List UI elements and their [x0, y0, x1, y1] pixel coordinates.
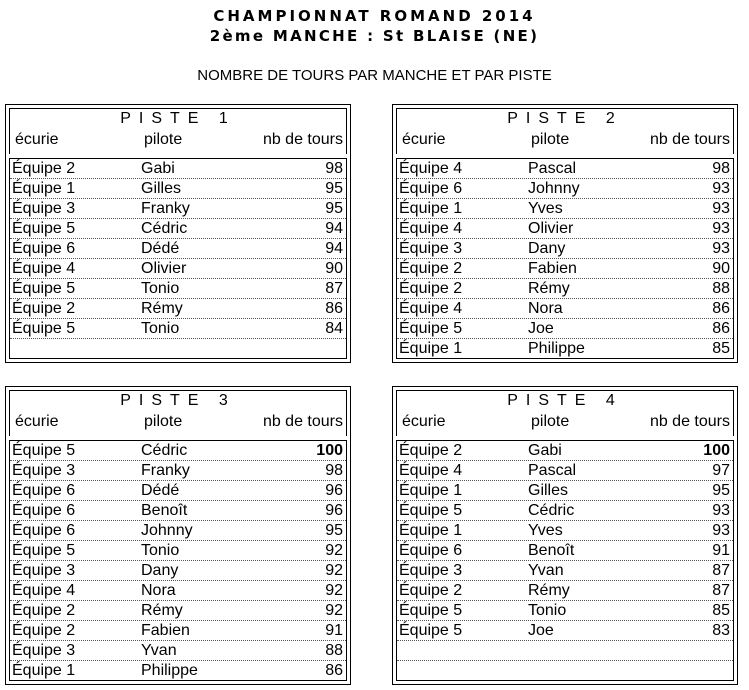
cell-tours: 85 [712, 602, 730, 619]
cell-pilote: Dédé [141, 482, 180, 499]
cell-tours: 86 [325, 662, 343, 679]
cell-tours: 87 [712, 562, 730, 579]
cell-tours: 91 [325, 622, 343, 639]
page-description: NOMBRE DE TOURS PAR MANCHE ET PAR PISTE [197, 67, 552, 84]
table-row [397, 219, 733, 239]
piste-title: PISTE 3 [120, 392, 236, 409]
column-header-tours: nb de tours [649, 413, 730, 430]
cell-tours: 96 [325, 482, 343, 499]
cell-pilote: Gabi [528, 442, 562, 459]
piste-rows [9, 158, 347, 359]
cell-pilote: Yvan [141, 642, 177, 659]
table-row [397, 621, 733, 641]
piste-header [396, 390, 734, 436]
cell-tours: 93 [712, 502, 730, 519]
cell-pilote: Franky [141, 200, 190, 217]
cell-tours: 91 [712, 542, 730, 559]
table-row [397, 299, 733, 319]
cell-tours: 100 [316, 442, 343, 459]
piste-4-table [392, 386, 738, 685]
table-row [10, 661, 346, 681]
cell-tours: 92 [325, 582, 343, 599]
cell-tours: 84 [325, 320, 343, 337]
cell-pilote: Yvan [528, 562, 564, 579]
table-row [397, 601, 733, 621]
table-row [10, 521, 346, 541]
table-row [397, 561, 733, 581]
table-row [397, 259, 733, 279]
cell-tours: 96 [325, 502, 343, 519]
cell-tours: 92 [325, 542, 343, 559]
cell-pilote: Rémy [141, 602, 183, 619]
table-row [10, 339, 346, 359]
table-row [10, 501, 346, 521]
cell-ecurie: Équipe 2 [399, 280, 463, 297]
cell-pilote: Gilles [141, 180, 182, 197]
piste-rows [9, 440, 347, 681]
cell-ecurie: Équipe 1 [399, 482, 463, 499]
cell-pilote: Philippe [528, 340, 585, 357]
cell-tours: 90 [712, 260, 730, 277]
table-row [10, 541, 346, 561]
cell-ecurie: Équipe 3 [12, 462, 76, 479]
cell-ecurie: Équipe 1 [399, 522, 463, 539]
cell-ecurie: Équipe 4 [12, 260, 76, 277]
cell-tours: 86 [712, 300, 730, 317]
piste-rows [396, 158, 734, 359]
cell-tours: 83 [712, 622, 730, 639]
cell-ecurie: Équipe 6 [399, 542, 463, 559]
cell-pilote: Johnny [141, 522, 193, 539]
cell-tours: 95 [325, 522, 343, 539]
piste-title: PISTE 4 [507, 392, 623, 409]
cell-pilote: Franky [141, 462, 190, 479]
cell-pilote: Tonio [141, 280, 180, 297]
table-row [10, 279, 346, 299]
table-row [10, 461, 346, 481]
cell-tours: 87 [712, 582, 730, 599]
cell-tours: 95 [325, 180, 343, 197]
cell-pilote: Cédric [141, 220, 188, 237]
cell-pilote: Philippe [141, 662, 198, 679]
cell-tours: 86 [712, 320, 730, 337]
column-header-ecurie: écurie [402, 131, 446, 148]
table-row [10, 581, 346, 601]
cell-pilote: Dany [528, 240, 566, 257]
cell-ecurie: Équipe 2 [399, 582, 463, 599]
column-header-tours: nb de tours [262, 131, 343, 148]
cell-ecurie: Équipe 6 [12, 240, 76, 257]
table-row [397, 461, 733, 481]
piste-header [9, 108, 347, 154]
cell-ecurie: Équipe 4 [399, 462, 463, 479]
cell-pilote: Rémy [528, 280, 570, 297]
cell-tours: 98 [712, 160, 730, 177]
table-row [10, 601, 346, 621]
cell-tours: 93 [712, 180, 730, 197]
cell-pilote: Yves [528, 200, 563, 217]
column-header-pilote: pilote [531, 413, 570, 430]
column-header-pilote: pilote [144, 131, 183, 148]
cell-ecurie: Équipe 3 [399, 240, 463, 257]
cell-ecurie: Équipe 6 [399, 180, 463, 197]
cell-pilote: Benoît [141, 502, 188, 519]
cell-pilote: Tonio [528, 602, 567, 619]
table-row [397, 541, 733, 561]
table-row [10, 239, 346, 259]
cell-pilote: Pascal [528, 462, 577, 479]
cell-pilote: Cédric [528, 502, 575, 519]
cell-ecurie: Équipe 2 [12, 602, 76, 619]
table-row [397, 319, 733, 339]
cell-tours: 95 [325, 200, 343, 217]
cell-tours: 90 [325, 260, 343, 277]
table-row [397, 481, 733, 501]
table-row [10, 219, 346, 239]
cell-ecurie: Équipe 3 [399, 562, 463, 579]
piste-2-table [392, 104, 738, 363]
table-row [397, 199, 733, 219]
page-subtitle: 2ème MANCHE : St BLAISE (NE) [209, 27, 540, 45]
cell-tours: 100 [703, 442, 730, 459]
cell-ecurie: Équipe 2 [399, 442, 463, 459]
column-header-ecurie: écurie [15, 131, 59, 148]
table-row [10, 199, 346, 219]
table-row [397, 581, 733, 601]
cell-ecurie: Équipe 5 [12, 280, 76, 297]
cell-tours: 98 [325, 462, 343, 479]
cell-tours: 93 [712, 200, 730, 217]
cell-pilote: Benoît [528, 542, 575, 559]
cell-pilote: Gilles [528, 482, 569, 499]
cell-pilote: Nora [141, 582, 176, 599]
column-header-ecurie: écurie [402, 413, 446, 430]
column-header-tours: nb de tours [649, 131, 730, 148]
table-row [397, 179, 733, 199]
cell-tours: 92 [325, 562, 343, 579]
cell-tours: 86 [325, 300, 343, 317]
cell-ecurie: Équipe 5 [399, 622, 463, 639]
cell-pilote: Olivier [528, 220, 574, 237]
cell-ecurie: Équipe 5 [12, 320, 76, 337]
column-header-tours: nb de tours [262, 413, 343, 430]
piste-rows [396, 440, 734, 681]
cell-tours: 88 [712, 280, 730, 297]
cell-pilote: Yves [528, 522, 563, 539]
table-row [10, 481, 346, 501]
piste-header [9, 390, 347, 436]
column-header-ecurie: écurie [15, 413, 59, 430]
page-title: CHAMPIONNAT ROMAND 2014 [213, 7, 536, 25]
table-row [10, 621, 346, 641]
piste-title: PISTE 2 [507, 110, 623, 127]
cell-ecurie: Équipe 1 [12, 662, 76, 679]
cell-ecurie: Équipe 5 [399, 320, 463, 337]
cell-tours: 93 [712, 522, 730, 539]
cell-tours: 92 [325, 602, 343, 619]
piste-title: PISTE 1 [120, 110, 236, 127]
piste-3-table [5, 386, 351, 685]
cell-pilote: Cédric [141, 442, 188, 459]
cell-ecurie: Équipe 1 [399, 200, 463, 217]
cell-tours: 98 [325, 160, 343, 177]
cell-pilote: Joe [528, 320, 554, 337]
cell-pilote: Tonio [141, 542, 180, 559]
piste-1-table [5, 104, 351, 363]
cell-ecurie: Équipe 4 [399, 220, 463, 237]
cell-tours: 94 [325, 240, 343, 257]
cell-pilote: Dédé [141, 240, 180, 257]
cell-ecurie: Équipe 2 [12, 160, 76, 177]
table-row [10, 159, 346, 179]
cell-ecurie: Équipe 5 [399, 502, 463, 519]
table-row [397, 661, 733, 681]
table-row [397, 501, 733, 521]
cell-tours: 93 [712, 240, 730, 257]
table-row [10, 319, 346, 339]
cell-ecurie: Équipe 5 [399, 602, 463, 619]
cell-ecurie: Équipe 3 [12, 200, 76, 217]
cell-ecurie: Équipe 5 [12, 442, 76, 459]
column-header-pilote: pilote [531, 131, 570, 148]
cell-tours: 97 [712, 462, 730, 479]
table-row [397, 441, 733, 461]
table-row [397, 279, 733, 299]
cell-tours: 85 [712, 340, 730, 357]
table-row [10, 641, 346, 661]
cell-pilote: Fabien [528, 260, 577, 277]
cell-ecurie: Équipe 6 [12, 482, 76, 499]
cell-ecurie: Équipe 5 [12, 542, 76, 559]
cell-ecurie: Équipe 4 [399, 160, 463, 177]
cell-ecurie: Équipe 3 [12, 642, 76, 659]
cell-ecurie: Équipe 4 [12, 582, 76, 599]
table-row [10, 299, 346, 319]
cell-ecurie: Équipe 2 [12, 622, 76, 639]
cell-pilote: Rémy [528, 582, 570, 599]
table-row [397, 339, 733, 359]
cell-tours: 94 [325, 220, 343, 237]
cell-ecurie: Équipe 6 [12, 502, 76, 519]
cell-pilote: Tonio [141, 320, 180, 337]
table-row [10, 441, 346, 461]
cell-pilote: Gabi [141, 160, 175, 177]
cell-pilote: Fabien [141, 622, 190, 639]
cell-ecurie: Équipe 2 [12, 300, 76, 317]
cell-pilote: Rémy [141, 300, 183, 317]
cell-ecurie: Équipe 1 [399, 340, 463, 357]
cell-tours: 87 [325, 280, 343, 297]
table-row [10, 179, 346, 199]
cell-ecurie: Équipe 4 [399, 300, 463, 317]
cell-pilote: Pascal [528, 160, 577, 177]
cell-tours: 88 [325, 642, 343, 659]
table-row [397, 159, 733, 179]
cell-ecurie: Équipe 1 [12, 180, 76, 197]
cell-tours: 93 [712, 220, 730, 237]
cell-pilote: Nora [528, 300, 563, 317]
table-row [10, 561, 346, 581]
table-row [10, 259, 346, 279]
table-row [397, 239, 733, 259]
table-row [397, 641, 733, 661]
piste-header [396, 108, 734, 154]
cell-pilote: Olivier [141, 260, 187, 277]
column-header-pilote: pilote [144, 413, 183, 430]
cell-pilote: Joe [528, 622, 554, 639]
cell-ecurie: Équipe 2 [399, 260, 463, 277]
cell-pilote: Johnny [528, 180, 580, 197]
cell-ecurie: Équipe 3 [12, 562, 76, 579]
cell-ecurie: Équipe 5 [12, 220, 76, 237]
cell-ecurie: Équipe 6 [12, 522, 76, 539]
cell-tours: 95 [712, 482, 730, 499]
table-row [397, 521, 733, 541]
cell-pilote: Dany [141, 562, 179, 579]
